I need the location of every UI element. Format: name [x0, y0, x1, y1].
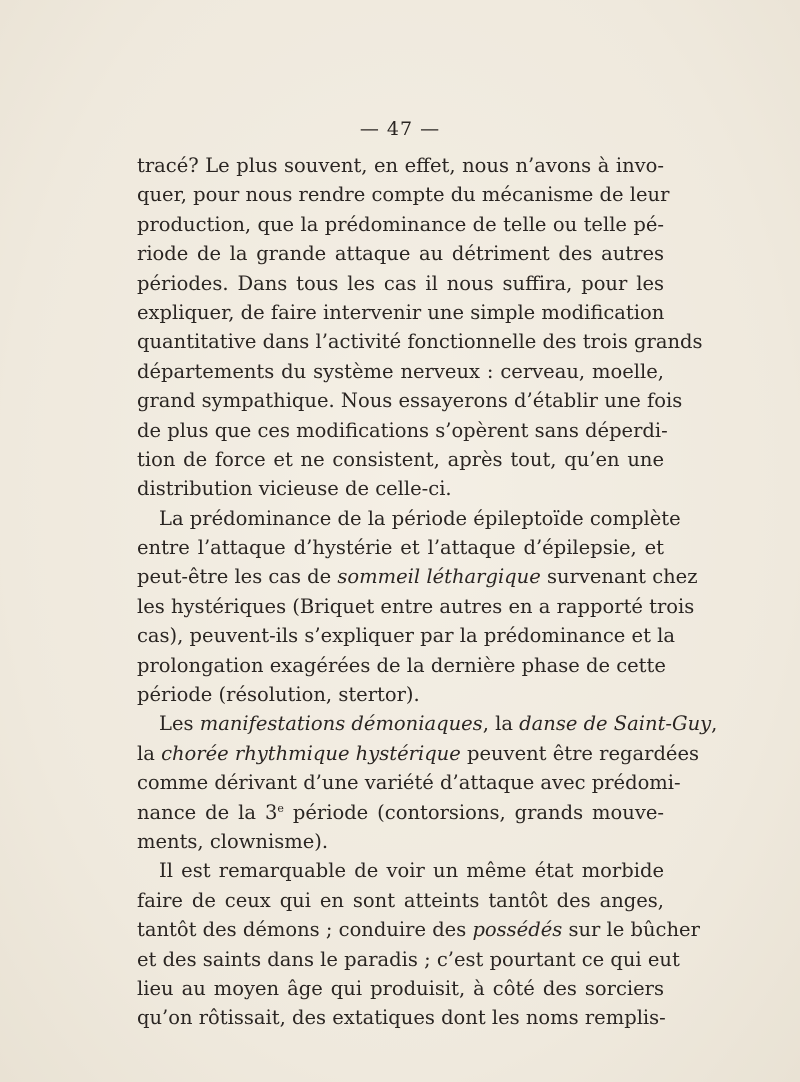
text-segment: grand sympathique. Nous essayerons d’établir une fois — [137, 389, 683, 413]
text-line — [137, 974, 664, 1003]
body-text — [137, 151, 718, 1033]
text-segment: tantôt des démons ; conduire des — [137, 918, 473, 942]
text-line — [137, 915, 700, 944]
text-segment: quer, pour nous rendre compte du mécanisme de leur — [137, 183, 670, 207]
text-line — [137, 386, 683, 415]
text-line — [137, 357, 664, 386]
text-segment: période (résolution, stertor). — [137, 683, 420, 707]
text-segment: et des saints dans le paradis ; c’est pourtant ce qui eut — [137, 947, 680, 971]
text-segment: qu’on rôtissait, des extatiques dont les noms remplis- — [137, 1006, 666, 1030]
text-line — [137, 768, 681, 797]
page-number: — 47 — — [359, 118, 441, 140]
text-line — [137, 239, 664, 268]
text-segment: cas), peuvent-ils s’expliquer par la prédominance et la — [137, 624, 675, 648]
text-line — [137, 180, 670, 209]
text-line — [137, 151, 664, 180]
text-line — [137, 474, 664, 503]
text-segment: quantitative dans l’activité fonctionnelle des trois grands — [137, 330, 703, 354]
italic-text: sommeil léthargique — [337, 565, 541, 589]
text-line — [137, 298, 664, 327]
text-segment: Il est remarquable de voir un même état morbide — [159, 859, 664, 883]
text-segment: la — [137, 741, 162, 765]
text-segment: tracé? Le plus souvent, en effet, nous n’avons à invo- — [137, 154, 664, 177]
text-segment: ments, clownisme). — [137, 829, 329, 853]
text-line — [137, 856, 664, 885]
text-segment: faire de ceux qui en sont atteints tantôt des anges, — [137, 888, 664, 912]
text-segment: La prédominance de la période épileptoïde complète — [159, 506, 681, 530]
text-segment: entre l’attaque d’hystérie et l’attaque d’épilepsie, et — [137, 536, 664, 560]
text-line — [137, 416, 668, 445]
text-line — [137, 945, 680, 974]
text-line — [137, 504, 681, 533]
text-segment: prolongation exagérées de la dernière phase de cette — [137, 653, 666, 677]
text-line — [137, 210, 664, 239]
text-line — [137, 886, 664, 915]
text-line — [137, 798, 664, 827]
text-segment: , la — [482, 712, 520, 736]
text-line — [137, 621, 675, 650]
text-segment: Les — [159, 712, 200, 736]
text-segment: nance de la 3 — [137, 800, 278, 824]
text-segment: riode de la grande attaque au détriment des autres — [137, 242, 664, 266]
text-segment: production, que la prédominance de telle ou telle pé- — [137, 212, 664, 236]
italic-text: possédés — [472, 918, 563, 942]
italic-text: danse de Saint-Guy — [519, 712, 712, 736]
text-segment: de plus que ces modifications s’opèrent sans déperdi- — [137, 418, 668, 442]
text-segment: comme dérivant d’une variété d’attaque avec prédomi- — [137, 771, 681, 795]
text-line — [137, 1003, 664, 1032]
text-segment: période (contorsions, grands mouve- — [283, 800, 664, 824]
text-segment: survenant chez — [540, 565, 698, 589]
text-line — [137, 651, 664, 680]
text-segment: distribution vicieuse de celle-ci. — [137, 477, 452, 501]
text-segment: expliquer, de faire intervenir une simple modification — [137, 300, 665, 324]
italic-text: chorée rhythmique hystérique — [161, 741, 461, 765]
text-segment: lieu au moyen âge qui produisit, à côté des sorciers — [137, 976, 664, 1000]
text-line — [137, 533, 664, 562]
text-segment: , — [711, 712, 718, 736]
text-segment: les hystériques (Briquet entre autres en a rapporté trois — [137, 594, 695, 618]
text-segment: périodes. Dans tous les cas il nous suffira, pour les — [137, 271, 664, 295]
text-line — [137, 327, 703, 356]
text-line — [137, 269, 664, 298]
text-segment: départements du système nerveux : cerveau, moelle, — [137, 359, 664, 383]
text-line — [137, 739, 700, 768]
text-segment: tion de force et ne consistent, après tout, qu’en une — [137, 447, 664, 471]
text-segment: peut-être les cas de — [137, 565, 338, 589]
text-line — [137, 445, 664, 474]
italic-text: manifestations démoniaques — [199, 712, 483, 736]
text-line — [137, 562, 698, 591]
text-segment: peuvent être regardées — [460, 741, 700, 765]
text-segment: sur le bûcher — [562, 918, 700, 942]
text-line — [137, 709, 718, 738]
superscript: e — [277, 801, 284, 815]
text-line — [137, 592, 695, 621]
text-line — [137, 680, 664, 709]
text-line — [137, 827, 664, 856]
